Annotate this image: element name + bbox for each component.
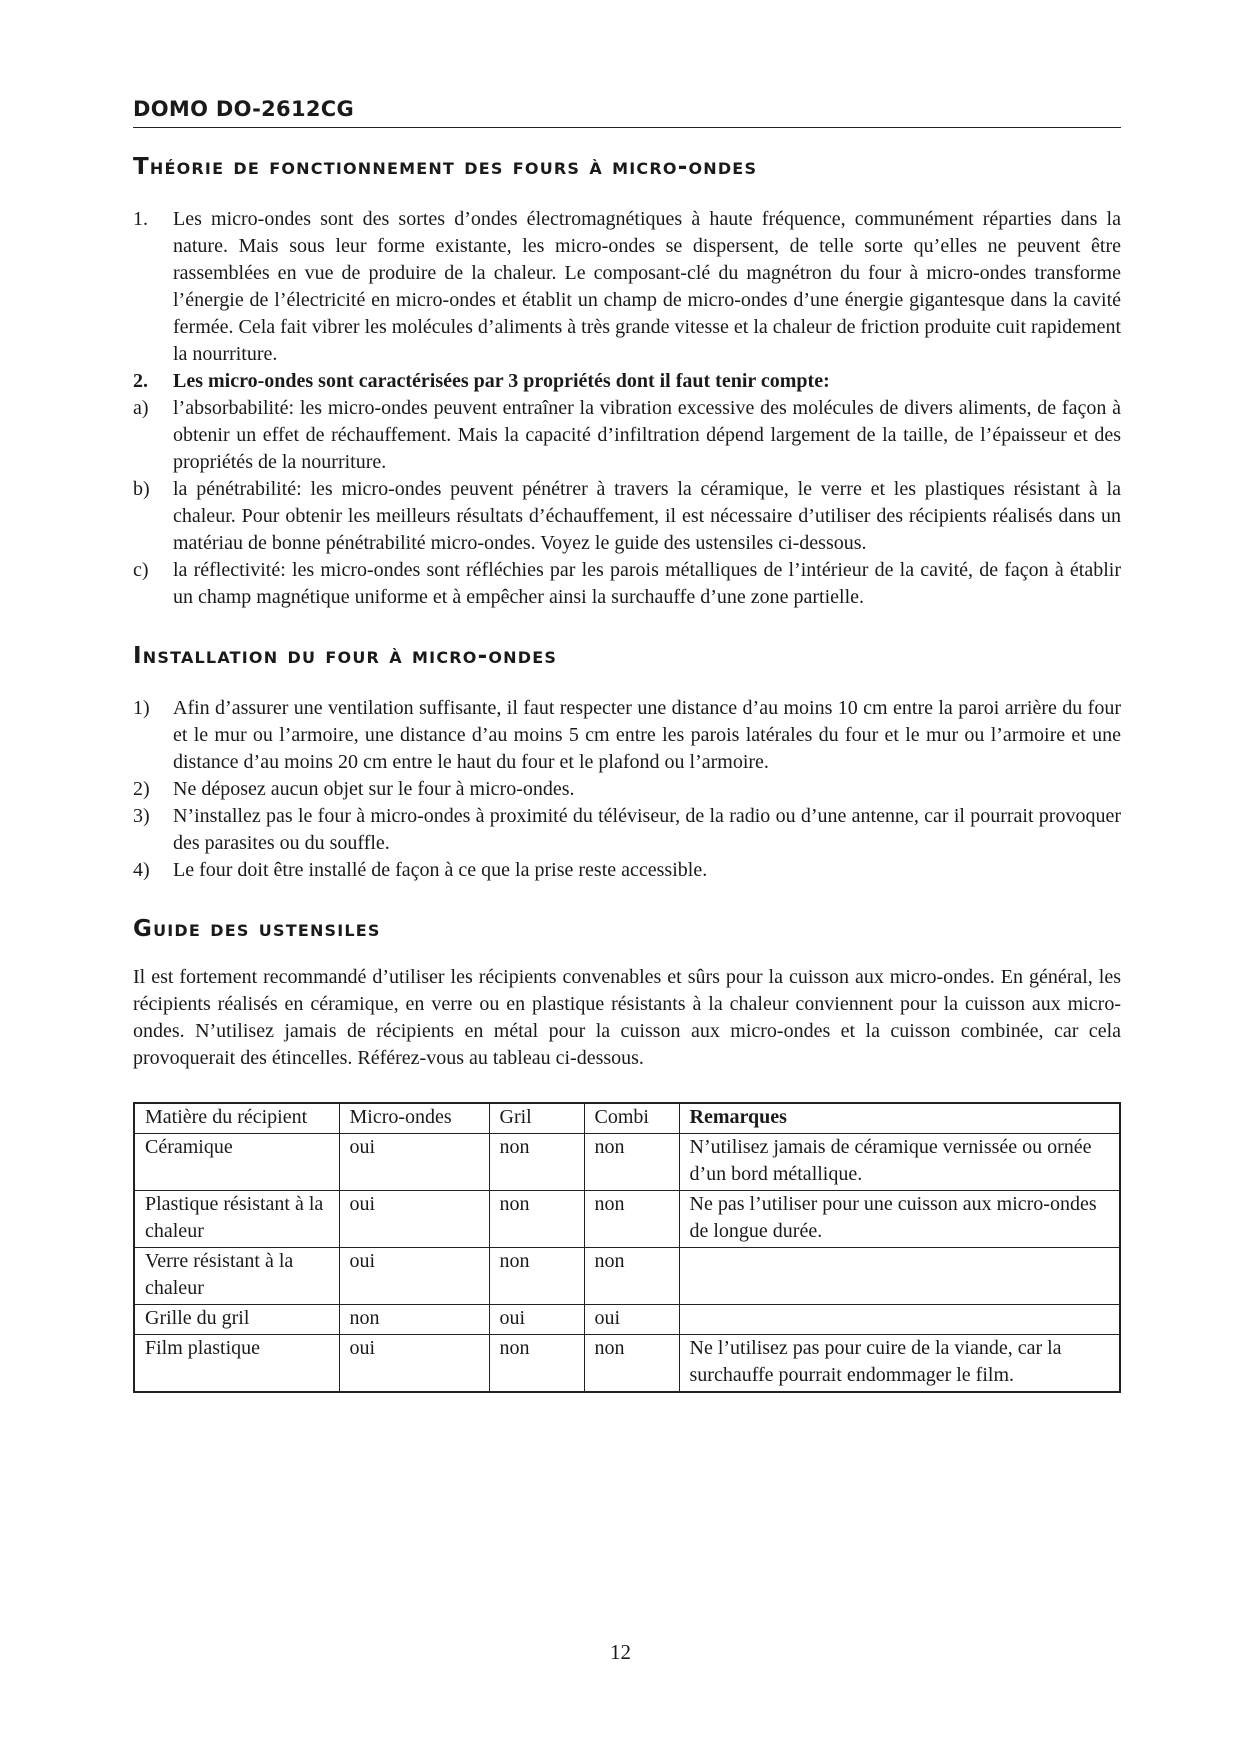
item-text: la réflectivité: les micro-ondes sont réfléchies par les parois métalliques de l’intérieur de la cavité, de façon à établir un champ magnétique uniforme et à empêcher ainsi la surchauffe d’une zone partielle.: [173, 559, 1121, 608]
item-text: Les micro-ondes sont des sortes d’ondes électromagnétiques à haute fréquence, communément réparties dans la nature. Mais sous leur forme existante, les micro-ondes se dispersent, de telle sorte qu’elles ne peuvent être rassemblées en vue de produire de la chaleur. Le composant-clé du magnétron du four à micro-ondes transforme l’énergie de l’électricité en micro-ondes et établit un champ de micro-ondes d’une énergie gigantesque dans la cavité fermée. Cela fait vibrer les molécules d’aliments à très grande vitesse et la chaleur de friction produite cuit rapidement la nourriture.: [173, 208, 1121, 365]
list-item: [133, 776, 1121, 803]
cell-material: Verre résistant à la chaleur: [134, 1248, 339, 1305]
cell-material: Céramique: [134, 1134, 339, 1191]
cell-material: Film plastique: [134, 1335, 339, 1393]
cell-combi: non: [584, 1134, 679, 1191]
table-row: [134, 1191, 1120, 1248]
page-number: 12: [610, 1640, 631, 1664]
list-item: [133, 368, 1121, 395]
cell-microwave: oui: [339, 1248, 489, 1305]
cell-grill: non: [489, 1335, 584, 1393]
cell-remarks: [679, 1305, 1120, 1335]
item-number: 1): [133, 697, 150, 719]
installation-list: [133, 695, 1121, 884]
item-text: Les micro-ondes sont caractérisées par 3 propriétés dont il faut tenir compte:: [173, 370, 830, 392]
cell-combi: non: [584, 1191, 679, 1248]
section-title-theory: Théorie de fonctionnement des fours à micro-ondes: [133, 154, 758, 180]
cell-microwave: non: [339, 1305, 489, 1335]
table-row: [134, 1134, 1120, 1191]
section-title-installation: Installation du four à micro-ondes: [133, 643, 558, 669]
header-remarks: Remarques: [679, 1103, 1120, 1134]
cell-combi: non: [584, 1335, 679, 1393]
table-row: [134, 1248, 1120, 1305]
list-item: [133, 206, 1121, 368]
item-text: Le four doit être installé de façon à ce que la prise reste accessible.: [173, 859, 708, 881]
item-text: l’absorbabilité: les micro-ondes peuvent entraîner la vibration excessive des molécules de divers aliments, de façon à obtenir un effet de réchauffement. Mais la capacité d’infiltration dépend largement de la taille, de l’épaisseur et des propriétés de la nourriture.: [173, 397, 1121, 473]
cell-grill: non: [489, 1248, 584, 1305]
list-item: [133, 803, 1121, 857]
cell-combi: oui: [584, 1305, 679, 1335]
item-text: Afin d’assurer une ventilation suffisante, il faut respecter une distance d’au moins 10 cm entre la paroi arrière du four et le mur ou l’armoire, une distance d’au moins 5 cm entre les parois latérales du four et le mur ou l’armoire et une distance d’au moins 20 cm entre le haut du four et le plafond ou l’armoire.: [173, 697, 1121, 773]
cell-combi: non: [584, 1248, 679, 1305]
cell-remarks: N’utilisez jamais de céramique vernissée ou ornée d’un bord métallique.: [679, 1134, 1120, 1191]
item-number: 2.: [133, 370, 148, 392]
item-number: 3): [133, 805, 150, 827]
cell-microwave: oui: [339, 1134, 489, 1191]
utensils-intro: Il est fortement recommandé d’utiliser les récipients convenables et sûrs pour la cuisson aux micro-ondes. En général, les récipients réalisés en céramique, en verre ou en plastique résistants à la chaleur conviennent pour la cuisson aux micro-ondes. N’utilisez jamais de récipients en métal pour la cuisson aux micro-ondes et la cuisson combinée, car cela provoquerait des étincelles. Référez-vous au tableau ci-dessous.: [133, 966, 1121, 1069]
item-text: N’installez pas le four à micro-ondes à proximité du téléviseur, de la radio ou d’une antenne, car il pourrait provoquer des parasites ou du souffle.: [173, 805, 1121, 854]
cell-microwave: oui: [339, 1335, 489, 1393]
item-number: 4): [133, 859, 150, 881]
cell-grill: non: [489, 1191, 584, 1248]
section-title-utensils: Guide des ustensiles: [133, 916, 381, 942]
item-number: 1.: [133, 208, 148, 230]
table-row: [134, 1305, 1120, 1335]
header-combi: Combi: [584, 1103, 679, 1134]
cell-remarks: Ne pas l’utiliser pour une cuisson aux micro-ondes de longue durée.: [679, 1191, 1120, 1248]
header-grill: Gril: [489, 1103, 584, 1134]
item-number: a): [133, 397, 149, 419]
header-material: Matière du récipient: [134, 1103, 339, 1134]
table-row: [134, 1335, 1120, 1393]
list-item: [133, 557, 1121, 611]
item-text: Ne déposez aucun objet sur le four à micro-ondes.: [173, 778, 575, 800]
cell-material: Plastique résistant à la chaleur: [134, 1191, 339, 1248]
cell-microwave: oui: [339, 1191, 489, 1248]
cell-grill: non: [489, 1134, 584, 1191]
header-microwave: Micro-ondes: [339, 1103, 489, 1134]
list-item: [133, 476, 1121, 557]
item-number: 2): [133, 778, 150, 800]
cell-remarks: [679, 1248, 1120, 1305]
list-item: [133, 695, 1121, 776]
page-content: [133, 95, 1121, 1393]
item-text: la pénétrabilité: les micro-ondes peuvent pénétrer à travers la céramique, le verre et les plastiques résistant à la chaleur. Pour obtenir les meilleurs résultats d’échauffement, il est nécessaire d’utiliser des récipients réalisés dans un matériau de bonne pénétrabilité micro-ondes. Voyez le guide des ustensiles ci-dessous.: [173, 478, 1121, 554]
table-header-row: [134, 1103, 1120, 1134]
theory-list: [133, 206, 1121, 611]
item-number: c): [133, 559, 149, 581]
cell-remarks: Ne l’utilisez pas pour cuire de la viande, car la surchauffe pourrait endommager le film.: [679, 1335, 1120, 1393]
utensils-table: [133, 1102, 1121, 1393]
cell-grill: oui: [489, 1305, 584, 1335]
model-header: DOMO DO-2612CG: [133, 95, 1121, 128]
item-number: b): [133, 478, 150, 500]
list-item: [133, 395, 1121, 476]
list-item: [133, 857, 1121, 884]
cell-material: Grille du gril: [134, 1305, 339, 1335]
